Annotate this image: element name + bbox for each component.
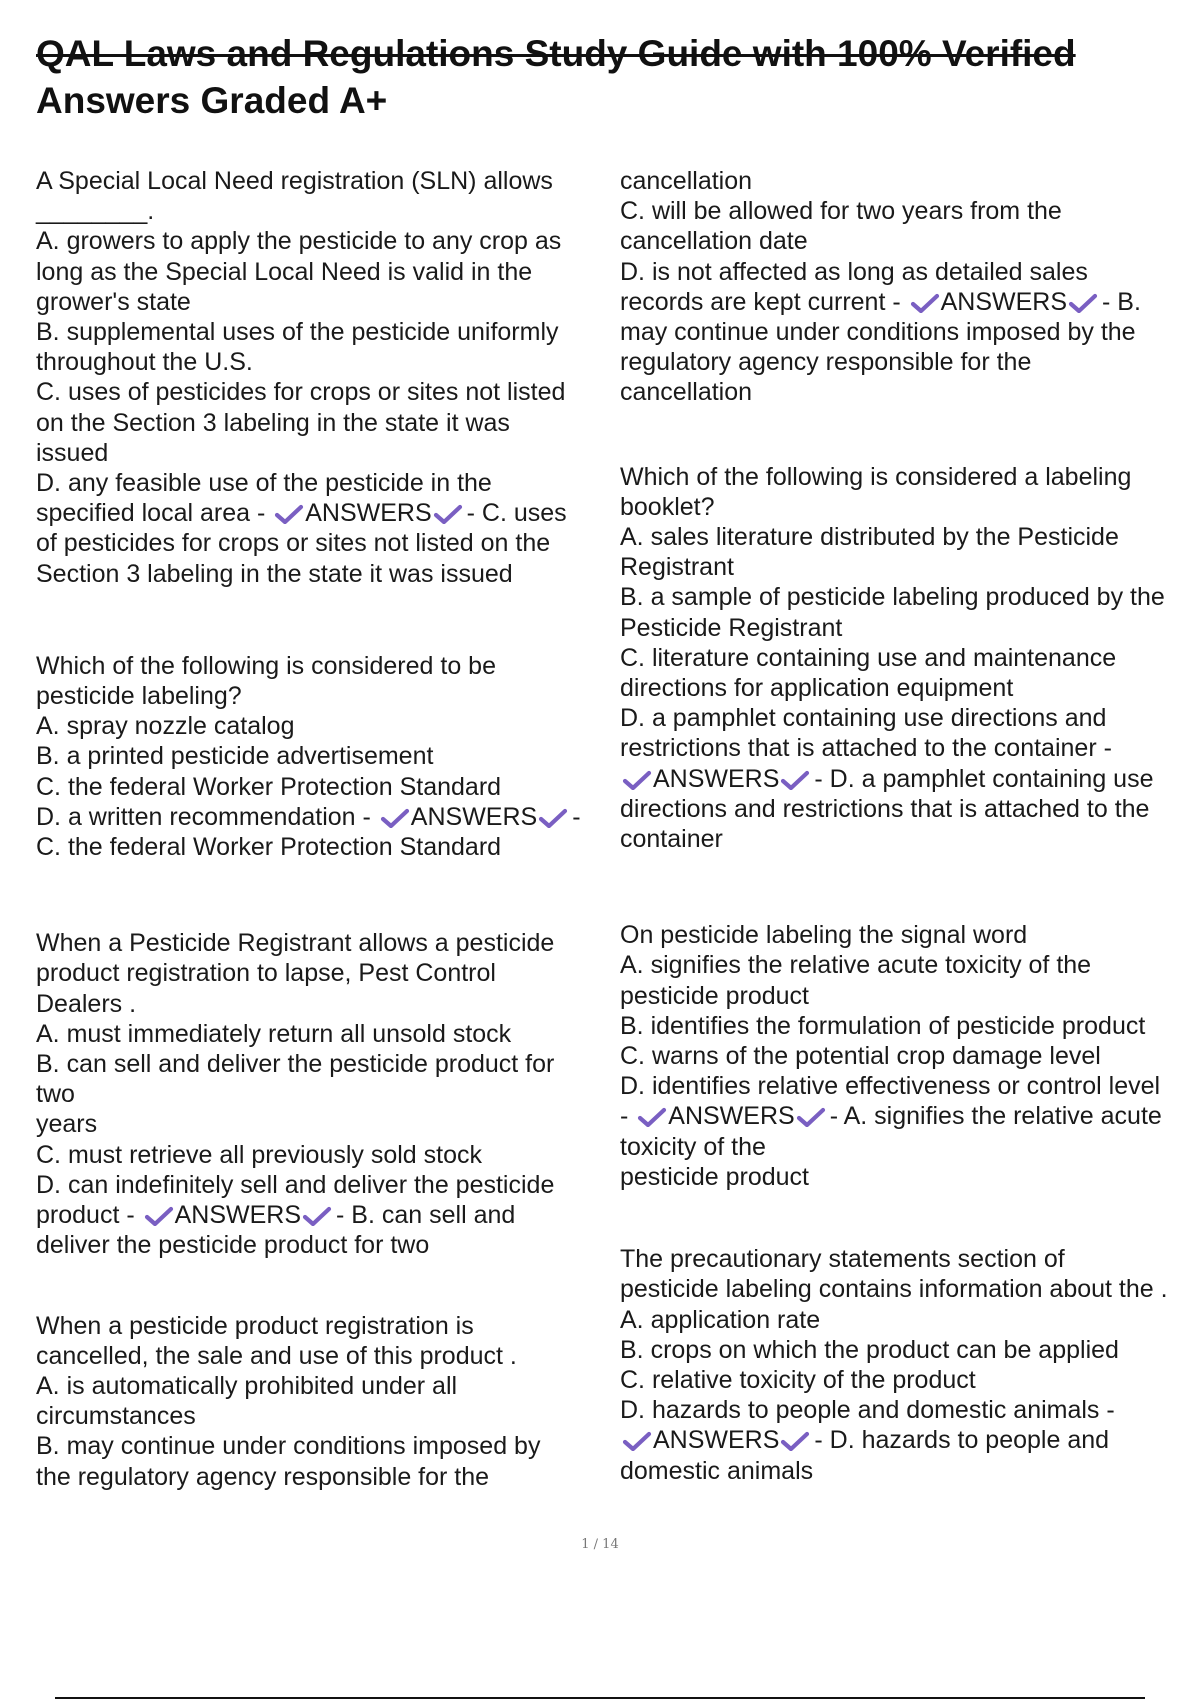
question-text-line: C. warns of the potential crop damage level (620, 1042, 1101, 1071)
answer-text-line: pesticide product (620, 1162, 810, 1191)
question-text-line: cancelled, the sale and use of this product . (36, 1341, 517, 1370)
answer-lead-text: product - (36, 1201, 142, 1230)
question-text-line: B. a sample of pesticide labeling produced by the (620, 583, 1165, 612)
title-line-2: Answers Graded A+ (36, 80, 388, 121)
question-text-line: A. sales literature distributed by the Pesticide (620, 523, 1119, 552)
checkmark-icon (796, 1107, 826, 1127)
question-text-line: B. crops on which the product can be applied (620, 1335, 1119, 1364)
checkmark-icon (538, 808, 568, 828)
checkmark-icon (780, 1431, 810, 1451)
question-text-line: A. spray nozzle catalog (36, 712, 295, 741)
footer-rule (55, 1697, 1145, 1699)
question-text-line: The precautionary statements section of (620, 1245, 1065, 1274)
question-block (620, 462, 1195, 855)
question-text-line: on the Section 3 labeling in the state it was (36, 408, 510, 437)
answer-text: - (572, 802, 581, 831)
question-text-line: C. relative toxicity of the product (620, 1365, 976, 1394)
question-text-line: pesticide labeling contains information about the . (620, 1275, 1168, 1304)
question-text-line: B. identifies the formulation of pesticide product (620, 1011, 1146, 1040)
question-text-line: C. must retrieve all previously sold stock (36, 1140, 482, 1169)
question-text-line: On pesticide labeling the signal word (620, 921, 1028, 950)
answer-marker-line (36, 1200, 596, 1230)
question-text-line: grower's state (36, 287, 191, 316)
answer-marker-line (620, 287, 1195, 317)
right-column (620, 166, 1195, 1486)
question-text-line: D. hazards to people and domestic animals - (620, 1396, 1115, 1425)
question-text-line: directions for application equipment (620, 674, 1014, 703)
checkmark-icon (302, 1206, 332, 1226)
question-text-line: restrictions that is attached to the container - (620, 734, 1112, 763)
answer-text-line: regulatory agency responsible for the (620, 348, 1032, 377)
answer-lead-text: D. a written recommendation - (36, 802, 378, 831)
checkmark-icon (433, 504, 463, 524)
question-text-line: product registration to lapse, Pest Control (36, 959, 496, 988)
question-text-line: C. uses of pesticides for crops or sites not listed (36, 378, 566, 407)
question-text-line: B. supplemental uses of the pesticide uniformly (36, 318, 559, 347)
left-column (36, 166, 596, 1492)
answer-marker-line (620, 1425, 1195, 1455)
question-text-line: two (36, 1080, 75, 1109)
answer-text: - B. can sell and (336, 1201, 516, 1230)
answer-text: - D. a pamphlet containing use (814, 764, 1154, 793)
document-title (36, 30, 1176, 124)
question-text-line: A. signifies the relative acute toxicity of the (620, 951, 1092, 980)
checkmark-icon (144, 1206, 174, 1226)
question-text-line: long as the Special Local Need is valid in the (36, 257, 533, 286)
answer-lead-text: - (620, 1102, 636, 1131)
question-block (36, 928, 596, 1260)
answer-text-line: C. the federal Worker Protection Standard (36, 833, 502, 862)
answer-text-line: may continue under conditions imposed by the (620, 318, 1136, 347)
question-text-line: A Special Local Need registration (SLN) allows (36, 167, 553, 195)
question-text-line: A. growers to apply the pesticide to any crop as (36, 227, 562, 256)
answer-lead-text: specified local area - (36, 499, 273, 528)
question-block (620, 920, 1195, 1192)
question-text-line: When a Pesticide Registrant allows a pesticide (36, 929, 555, 958)
question-text-line: throughout the U.S. (36, 348, 253, 377)
answers-label: ANSWERS (668, 1102, 795, 1131)
question-text-line: B. can sell and deliver the pesticide product for (36, 1050, 555, 1079)
checkmark-icon (637, 1107, 667, 1127)
question-text-line: C. the federal Worker Protection Standard (36, 772, 502, 801)
answer-text: - D. hazards to people and (814, 1426, 1110, 1455)
question-text-line: A. application rate (620, 1305, 821, 1334)
question-block (36, 166, 596, 589)
question-text-line: issued (36, 438, 109, 467)
checkmark-icon (622, 1431, 652, 1451)
answer-text-line: of pesticides for crops or sites not listed on the (36, 529, 551, 558)
question-text-line: C. will be allowed for two years from the (620, 197, 1062, 226)
question-text-line: D. any feasible use of the pesticide in the (36, 469, 492, 498)
answer-text: - A. signifies the relative acute (829, 1102, 1162, 1131)
question-text-line: B. a printed pesticide advertisement (36, 742, 434, 771)
answer-text-line: Section 3 labeling in the state it was issued (36, 559, 513, 588)
question-text-line: years (36, 1110, 98, 1139)
answer-marker-line (36, 498, 596, 528)
checkmark-icon (274, 504, 304, 524)
question-text-line: D. is not affected as long as detailed sales (620, 257, 1088, 286)
answers-label: ANSWERS (174, 1201, 302, 1230)
question-block (36, 1311, 596, 1492)
question-text-line: A. must immediately return all unsold stock (36, 1019, 512, 1048)
checkmark-icon (780, 770, 810, 790)
answer-text-line: domestic animals (620, 1456, 814, 1485)
question-text-line: pesticide labeling? (36, 682, 242, 711)
page-number: 1 / 14 (581, 1537, 619, 1552)
answer-text-line: directions and restrictions that is attached to the (620, 794, 1150, 823)
answer-marker-line (36, 802, 596, 832)
question-text-line: Which of the following is considered to be (36, 651, 496, 680)
checkmark-icon (1068, 293, 1098, 313)
answer-text-line: toxicity of the (620, 1132, 766, 1161)
question-text-line: Dealers . (36, 989, 137, 1018)
question-text-line: C. literature containing use and maintenance (620, 643, 1117, 672)
checkmark-icon (380, 808, 410, 828)
answer-marker-line (620, 764, 1195, 794)
answer-text-line: deliver the pesticide product for two (36, 1231, 430, 1260)
answers-label: ANSWERS (653, 1426, 780, 1455)
answer-text-line: container (620, 825, 723, 854)
question-text-line: circumstances (36, 1402, 196, 1431)
question-text-line: cancellation date (620, 227, 808, 256)
question-text-line: pesticide product (620, 981, 810, 1010)
question-text-line: Which of the following is considered a labeling (620, 462, 1132, 491)
question-text-line: D. identifies relative effectiveness or control level (620, 1072, 1161, 1101)
question-text-line: Registrant (620, 553, 734, 582)
question-text-line: A. is automatically prohibited under all (36, 1371, 458, 1400)
answer-text-line: cancellation (620, 378, 753, 407)
question-text-line: B. may continue under conditions imposed by (36, 1432, 541, 1461)
answers-label: ANSWERS (653, 764, 780, 793)
question-block (620, 1244, 1195, 1486)
question-text-line: booklet? (620, 492, 715, 521)
checkmark-icon (910, 293, 940, 313)
checkmark-icon (622, 770, 652, 790)
question-text-line: the regulatory agency responsible for the (36, 1462, 490, 1491)
question-text-line: Pesticide Registrant (620, 613, 843, 642)
question-block-continued (620, 166, 1195, 408)
question-text-line: ________. (36, 197, 155, 226)
answer-text: - B. (1102, 287, 1141, 316)
title-line-1: QAL Laws and Regulations Study Guide with 100% Verified (36, 33, 1076, 74)
question-text-line: D. a pamphlet containing use directions and (620, 704, 1107, 733)
answers-label: ANSWERS (940, 287, 1068, 316)
answer-lead-text: records are kept current - (620, 287, 908, 316)
answers-label: ANSWERS (410, 802, 538, 831)
question-text-line: cancellation (620, 167, 753, 195)
question-text-line: When a pesticide product registration is (36, 1311, 474, 1340)
answer-marker-line (620, 1101, 1195, 1131)
question-block (36, 651, 596, 862)
answer-text: - C. uses (466, 499, 567, 528)
answers-label: ANSWERS (305, 499, 432, 528)
question-text-line: D. can indefinitely sell and deliver the pesticide (36, 1170, 555, 1199)
